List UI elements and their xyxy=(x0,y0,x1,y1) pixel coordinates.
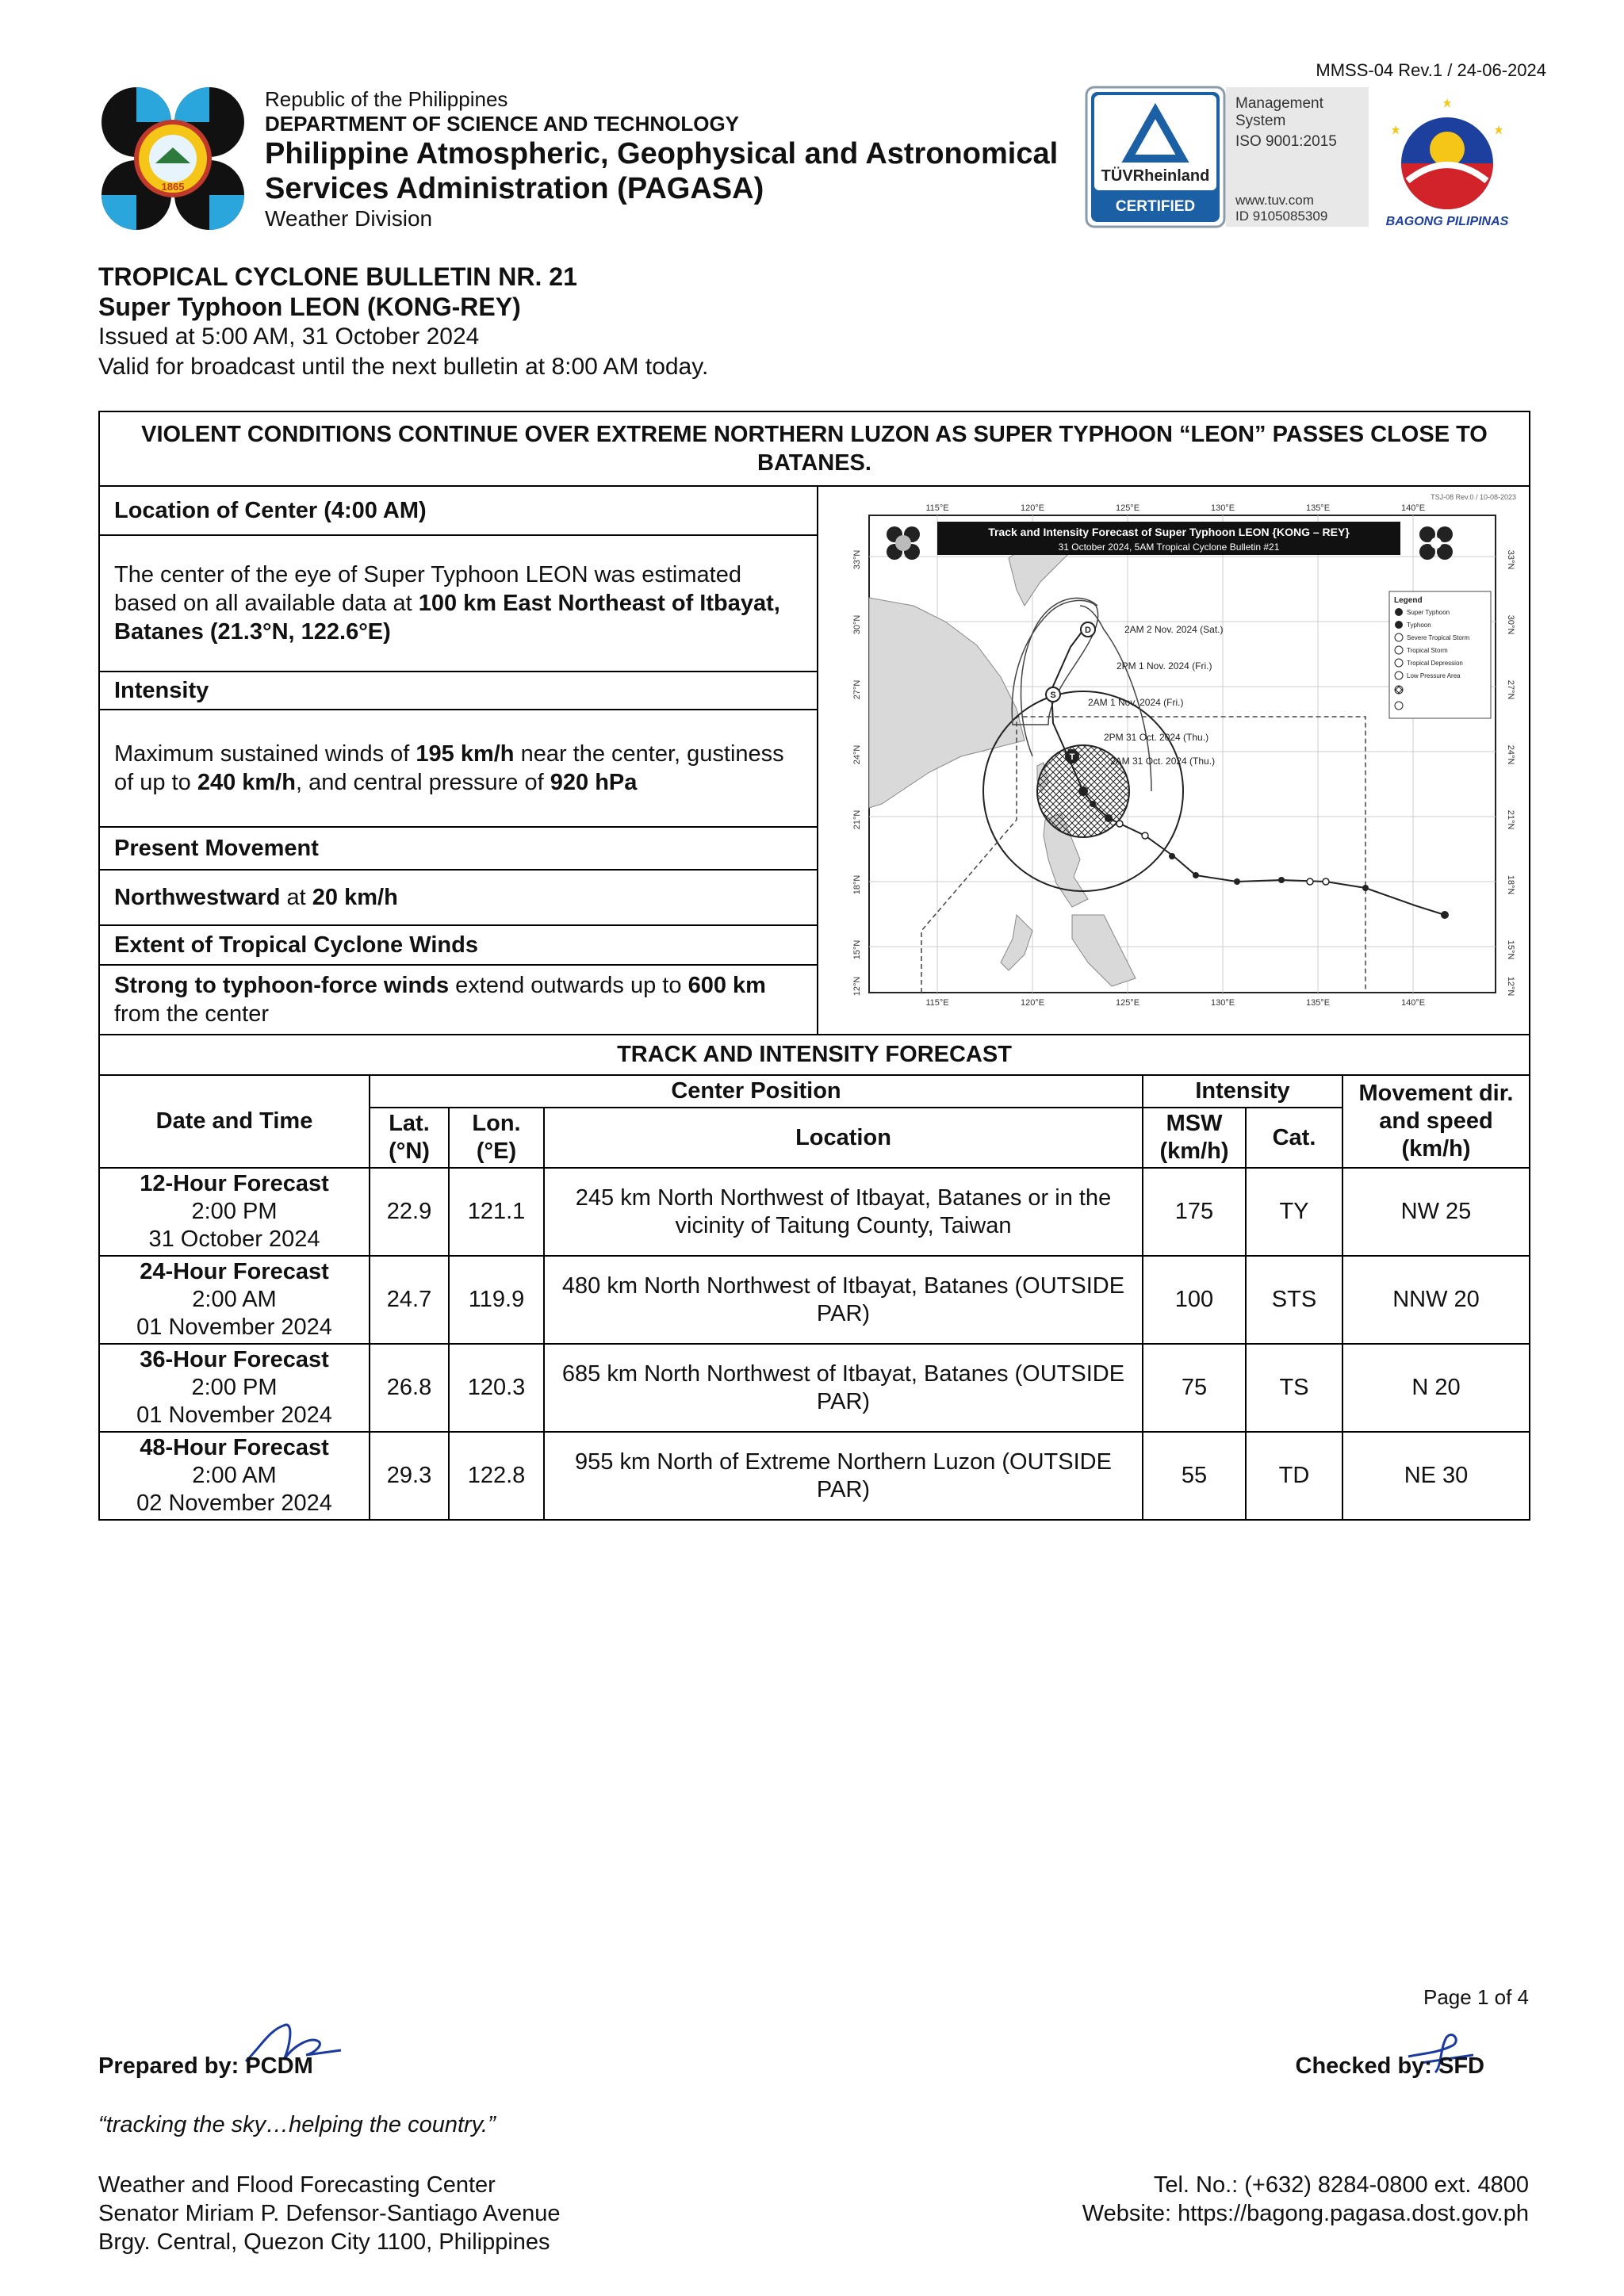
tuv-certification-badge xyxy=(1085,86,1370,228)
extent-text: Strong to typhoon-force winds extend outwards up to 600 km from the center xyxy=(114,973,766,1027)
table-row: 24-Hour Forecast 2:00 AM 01 November 2024 24.7 119.9 480 km North Northwest of Itbayat, Batanes (OUTSIDE PAR) 100 STS NNW 20 xyxy=(100,1256,1529,1344)
svg-text:27°N: 27°N xyxy=(1506,679,1515,700)
table-row: 36-Hour Forecast 2:00 PM 01 November 2024 26.8 120.3 685 km North Northwest of Itbayat, Batanes (OUTSIDE PAR) 75 TS N 20 xyxy=(100,1344,1529,1432)
col-cat: Cat. xyxy=(1246,1108,1342,1168)
svg-text:TSJ-08 Rev.0 / 10-08-2023: TSJ-08 Rev.0 / 10-08-2023 xyxy=(1431,493,1516,501)
svg-text:Severe Tropical Storm: Severe Tropical Storm xyxy=(1407,634,1470,641)
svg-text:33°N: 33°N xyxy=(1506,549,1515,570)
svg-text:Super Typhoon: Super Typhoon xyxy=(1407,609,1450,616)
svg-text:130°E: 130°E xyxy=(1210,503,1235,513)
svg-text:31 October 2024, 5AM Tropical: 31 October 2024, 5AM Tropical Cyclone Bulletin #21 xyxy=(1058,541,1280,553)
svg-text:ISO 9001:2015: ISO 9001:2015 xyxy=(1235,133,1337,150)
bagong-pilipinas-logo xyxy=(1380,94,1515,230)
forecast-title: TRACK AND INTENSITY FORECAST xyxy=(100,1035,1529,1076)
svg-text:120°E: 120°E xyxy=(1020,998,1045,1008)
agency-name-1: Philippine Atmospheric, Geophysical and Astronomical xyxy=(265,137,1059,170)
details-section xyxy=(100,487,1529,1035)
svg-text:115°E: 115°E xyxy=(925,503,949,513)
svg-text:Legend: Legend xyxy=(1394,596,1423,605)
validity: Valid for broadcast until the next bulletin at 8:00 AM today. xyxy=(98,354,709,380)
svg-text:Tropical Storm: Tropical Storm xyxy=(1407,647,1448,654)
svg-text:15°N: 15°N xyxy=(1506,939,1515,960)
svg-text:125°E: 125°E xyxy=(1115,503,1140,513)
svg-text:135°E: 135°E xyxy=(1305,998,1331,1008)
republic-line: Republic of the Philippines xyxy=(265,87,508,111)
svg-text:140°E: 140°E xyxy=(1400,998,1426,1008)
svg-text:CERTIFIED: CERTIFIED xyxy=(1115,198,1196,215)
svg-text:24°N: 24°N xyxy=(1506,744,1515,765)
svg-text:140°E: 140°E xyxy=(1400,503,1426,513)
svg-text:33°N: 33°N xyxy=(852,549,862,570)
intensity-label: Intensity xyxy=(100,672,817,710)
col-date-time: Date and Time xyxy=(100,1076,370,1168)
svg-text:30°N: 30°N xyxy=(852,614,862,635)
svg-text:2PM 31 Oct. 2024 (Thu.): 2PM 31 Oct. 2024 (Thu.) xyxy=(1104,732,1209,743)
bulletin-table xyxy=(98,411,1530,1521)
svg-text:12°N: 12°N xyxy=(1506,976,1515,997)
svg-text:D: D xyxy=(1085,626,1091,635)
movement-text: Northwestward at 20 km/h xyxy=(100,871,817,926)
svg-text:T: T xyxy=(1069,752,1075,762)
bulletin-heading xyxy=(98,262,708,382)
svg-text:Tropical Depression: Tropical Depression xyxy=(1407,660,1463,667)
track-map-svg xyxy=(818,487,1529,1032)
svg-text:Management: Management xyxy=(1235,95,1323,112)
page-number: Page 1 of 4 xyxy=(1423,1985,1529,2009)
bulletin-title: TROPICAL CYCLONE BULLETIN NR. 21 xyxy=(98,262,577,291)
svg-text:2PM 1 Nov. 2024 (Fri.): 2PM 1 Nov. 2024 (Fri.) xyxy=(1116,660,1212,672)
svg-text:15°N: 15°N xyxy=(852,939,862,960)
svg-text:2AM 1 Nov. 2024 (Fri.): 2AM 1 Nov. 2024 (Fri.) xyxy=(1088,697,1184,708)
svg-text:135°E: 135°E xyxy=(1305,503,1331,513)
svg-text:ID 9105085309: ID 9105085309 xyxy=(1235,209,1328,224)
division-line: Weather Division xyxy=(265,206,433,231)
col-msw: MSW (km/h) xyxy=(1143,1108,1246,1168)
svg-text:24°N: 24°N xyxy=(852,744,862,765)
svg-text:18°N: 18°N xyxy=(852,874,862,895)
location-label: Location of Center (4:00 AM) xyxy=(100,487,817,536)
svg-text:1865: 1865 xyxy=(161,181,185,193)
table-row: 12-Hour Forecast 2:00 PM 31 October 2024 22.9 121.1 245 km North Northwest of Itbayat, Batanes or in the vicinity of Taitung County, Taiwan 175 TY NW 25 xyxy=(100,1168,1529,1256)
address-block: Weather and Flood Forecasting Center Senator Miriam P. Defensor-Santiago Avenue Brgy. Central, Quezon City 1100, Philippines xyxy=(98,2172,561,2255)
svg-text:21°N: 21°N xyxy=(852,809,862,830)
col-lat: Lat. (°N) xyxy=(370,1108,449,1168)
svg-text:www.tuv.com: www.tuv.com xyxy=(1235,193,1314,208)
pagasa-logo xyxy=(100,86,246,232)
svg-text:TÜVRheinland: TÜVRheinland xyxy=(1101,167,1210,185)
svg-text:2AM 2 Nov. 2024 (Sat.): 2AM 2 Nov. 2024 (Sat.) xyxy=(1124,624,1224,635)
svg-text:System: System xyxy=(1235,113,1286,129)
issued-time: Issued at 5:00 AM, 31 October 2024 xyxy=(98,323,480,350)
svg-text:30°N: 30°N xyxy=(1506,614,1515,635)
telephone: Tel. No.: (+632) 8284-0800 ext. 4800 xyxy=(1153,2172,1529,2198)
col-intensity: Intensity xyxy=(1143,1076,1342,1108)
col-center-position: Center Position xyxy=(370,1076,1143,1108)
svg-text:21°N: 21°N xyxy=(1506,809,1515,830)
prepared-by: Prepared by: PCDM xyxy=(98,2053,313,2079)
headline: VIOLENT CONDITIONS CONTINUE OVER EXTREME NORTHERN LUZON AS SUPER TYPHOON “LEON” PASSES CLOSE TO BATANES. xyxy=(100,412,1529,487)
svg-text:115°E: 115°E xyxy=(925,998,949,1008)
department-line: DEPARTMENT OF SCIENCE AND TECHNOLOGY xyxy=(265,112,740,136)
col-lon: Lon. (°E) xyxy=(449,1108,544,1168)
svg-text:Track and Intensity Forecast o: Track and Intensity Forecast of Super Typhoon LEON {KONG – REY} xyxy=(988,526,1350,538)
website-link[interactable]: Website: https://bagong.pagasa.dost.gov.ph xyxy=(1082,2201,1529,2226)
svg-text:S: S xyxy=(1050,691,1056,700)
motto: “tracking the sky…helping the country.” xyxy=(98,2112,496,2137)
svg-text:Typhoon: Typhoon xyxy=(1407,622,1431,629)
svg-text:18°N: 18°N xyxy=(1506,874,1515,895)
svg-text:27°N: 27°N xyxy=(852,679,862,700)
movement-label: Present Movement xyxy=(100,828,817,871)
col-movement: Movement dir. and speed (km/h) xyxy=(1342,1076,1529,1168)
svg-text:120°E: 120°E xyxy=(1020,503,1045,513)
checked-by: Checked by: SFD xyxy=(1295,2053,1484,2079)
track-map xyxy=(818,487,1529,1034)
extent-label: Extent of Tropical Cyclone Winds xyxy=(100,926,817,966)
forecast-table xyxy=(100,1076,1529,1519)
svg-text:BAGONG PILIPINAS: BAGONG PILIPINAS xyxy=(1385,215,1509,228)
contact-block xyxy=(1082,2171,1529,2228)
agency-header xyxy=(265,87,1058,232)
svg-text:12°N: 12°N xyxy=(852,976,862,997)
svg-text:2AM 31 Oct. 2024 (Thu.): 2AM 31 Oct. 2024 (Thu.) xyxy=(1110,756,1216,767)
location-text: The center of the eye of Super Typhoon LEON was estimated based on all available data at 100 km East Northeast of Itbayat, Batanes (21.3°N, 122.6°E) xyxy=(100,536,817,672)
details-column xyxy=(100,487,818,1034)
storm-name: Super Typhoon LEON (KONG-REY) xyxy=(98,293,521,321)
svg-text:125°E: 125°E xyxy=(1115,998,1140,1008)
svg-text:Low Pressure Area: Low Pressure Area xyxy=(1407,672,1461,679)
form-code: MMSS-04 Rev.1 / 24-06-2024 xyxy=(1316,60,1546,80)
svg-text:130°E: 130°E xyxy=(1210,998,1235,1008)
table-row: 48-Hour Forecast 2:00 AM 02 November 2024 29.3 122.8 955 km North of Extreme Northern Luzon (OUTSIDE PAR) 55 TD NE 30 xyxy=(100,1432,1529,1519)
agency-name-2: Services Administration (PAGASA) xyxy=(265,172,764,205)
col-location: Location xyxy=(544,1108,1143,1168)
intensity-text: Maximum sustained winds of 195 km/h near the center, gustiness of up to 240 km/h, and central pressure of 920 hPa xyxy=(100,710,817,828)
